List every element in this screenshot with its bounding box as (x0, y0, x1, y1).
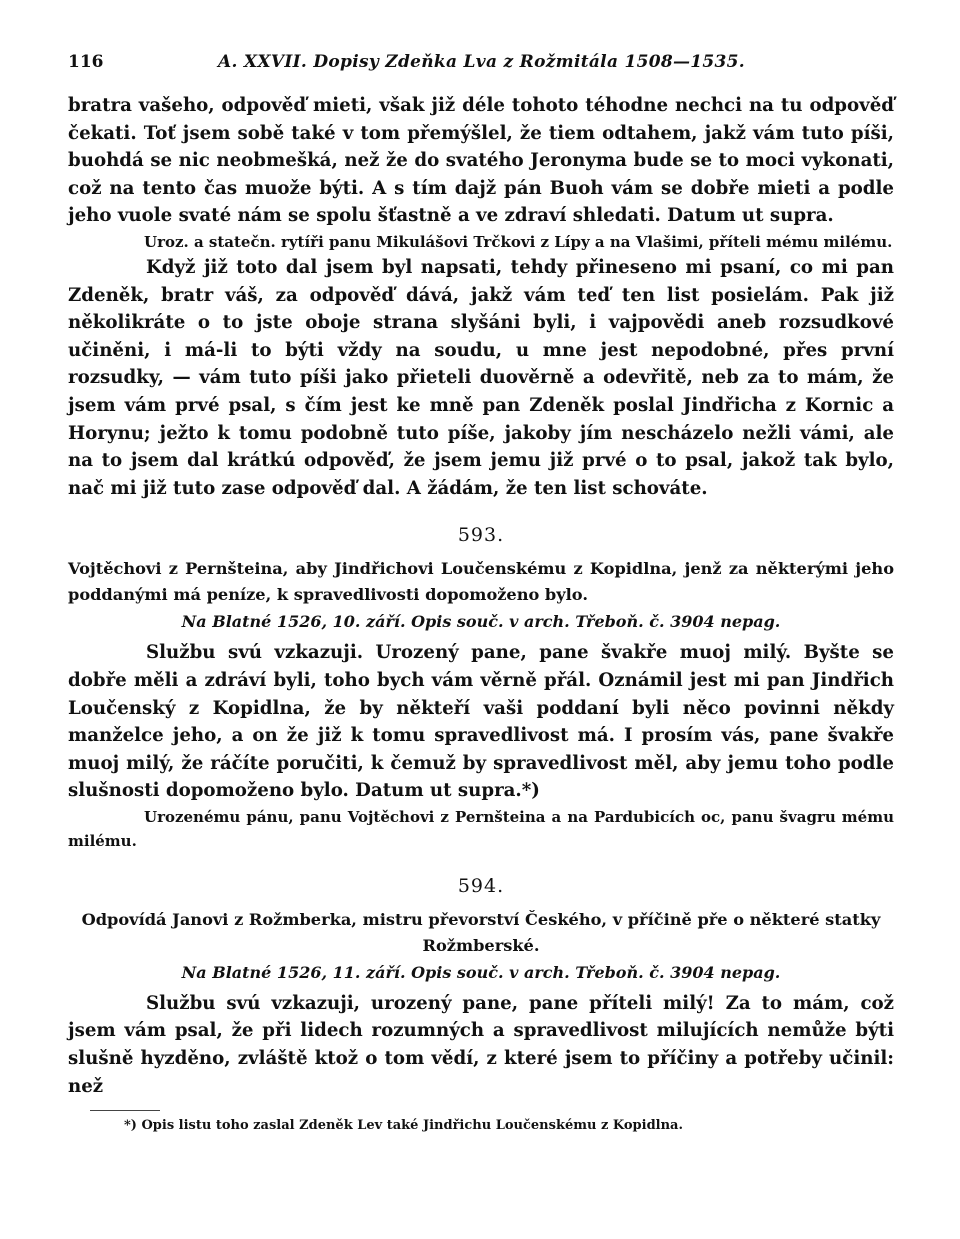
running-header (68, 52, 894, 92)
footnote: *) Opis listu toho zaslal Zdeněk Lev také Jindřichu Loučenskému z Kopidlna. (124, 1118, 683, 1134)
running-title: A. XXVII. Dopisy Zdeňka Lva z Rožmitála 1508—1535. (218, 52, 746, 72)
page-number: 116 (68, 52, 104, 72)
letter-594-summary: Odpovídá Janovi z Rožmberka, mistru převorství Českého, v příčině pře o některé statky Rožmberské. (81, 909, 881, 955)
intro-address: Uroz. a statečn. rytíři panu Mikulášovi Trčkovi z Lípy a na Vlašimi, příteli mému milému. (144, 232, 893, 251)
letter-593-number: 593. (457, 524, 505, 547)
letter-593-text: Službu svú vzkazuji. Urozený pane, pane švakře muoj milý. Byšte se dobře měli a zdráví byli, toho bych vám věrně přál. Oznámil jest mi pan Jindřich Loučenský z Kopidlna, že by někteří vaši poddaní byli něco povinni někdy manželce jeho, a on že již k tomu spravedlivost má. I prosím vás, pane švakře muoj milý, že ráčíte poručiti, k čemuž by spravedlivost měl, aby jemu toho podle slušnosti dopomoženo bylo. Datum ut supra.*) (68, 642, 894, 802)
intro-postscript: Když již toto dal jsem byl napsati, tehdy přineseno mi psaní, co mi pan Zdeněk, bratr váš, za odpověď dává, jakž vám teď ten list posielám. Pak již několikráte o to jste oboje strana slyšáni byli, i vajpovědi aneb rozsudkové učiněni, i má-li to býti vždy na soudu, u mne jest nepodobné, přes první rozsudky, — vám tuto píši jako přieteli duověrně a odevřitě, neb za to mám, že jsem vám prvé psal, s čím jest ke mně pan Zdeněk poslal Jindřicha z Kornic a Horynu; ježto k tomu podobně tuto píše, jakoby jím nescházelo nežli vámi, ale na to jsem dal krátkú odpověď, že jsem jemu již prvé o to psal, jakož tak bylo, nač mi již tuto zase odpověď dal. A žádám, že ten list schováte. (68, 256, 894, 499)
letter-594-dating: Na Blatné 1526, 11. září. Opis souč. v arch. Třeboň. č. 3904 nepag. (181, 962, 781, 982)
letter-594-text: Službu svú vzkazuji, urozený pane, pane příteli milý! Za to mám, což jsem vám psal, že při lidech rozumných a spravedlivost milujících nemůže býti slušně hyzděno, zvláště ktož o tom vědí, z které jsem to příčiny a potřeby učinil: než (68, 992, 894, 1097)
letter-594-number: 594. (457, 874, 505, 897)
letter-593-address: Urozenému pánu, panu Vojtěchovi z Pernšteina a na Pardubicích oc, panu švagru mému milému. (68, 807, 894, 850)
intro-paragraph: bratra vašeho, odpověď mieti, však již déle tohoto téhodne nechci na tu odpověď čekati. Toť jsem sobě také v tom přemýšlel, že tiem odtahem, jakž vám tuto píši, buohdá se nic neobmešká, než že do svatého Jeronyma bude se to moci vykonati, což na tento čas muože býti. A s tím dajž pán Buoh vám se dobře mieti a podle jeho vuole svaté nám se spolu šťastně a ve zdraví shledati. Datum ut supra. (68, 95, 894, 227)
page (68, 52, 894, 1135)
letter-593-summary: Vojtěchovi z Pernšteina, aby Jindřichovi Loučenskému z Kopidlna, jenž za některými jeho poddanými má peníze, k spravedlivosti dopomoženo bylo. (68, 559, 894, 605)
letter-593-dating: Na Blatné 1526, 10. září. Opis souč. v arch. Třeboň. č. 3904 nepag. (181, 612, 781, 632)
footnote-divider (90, 1110, 160, 1111)
